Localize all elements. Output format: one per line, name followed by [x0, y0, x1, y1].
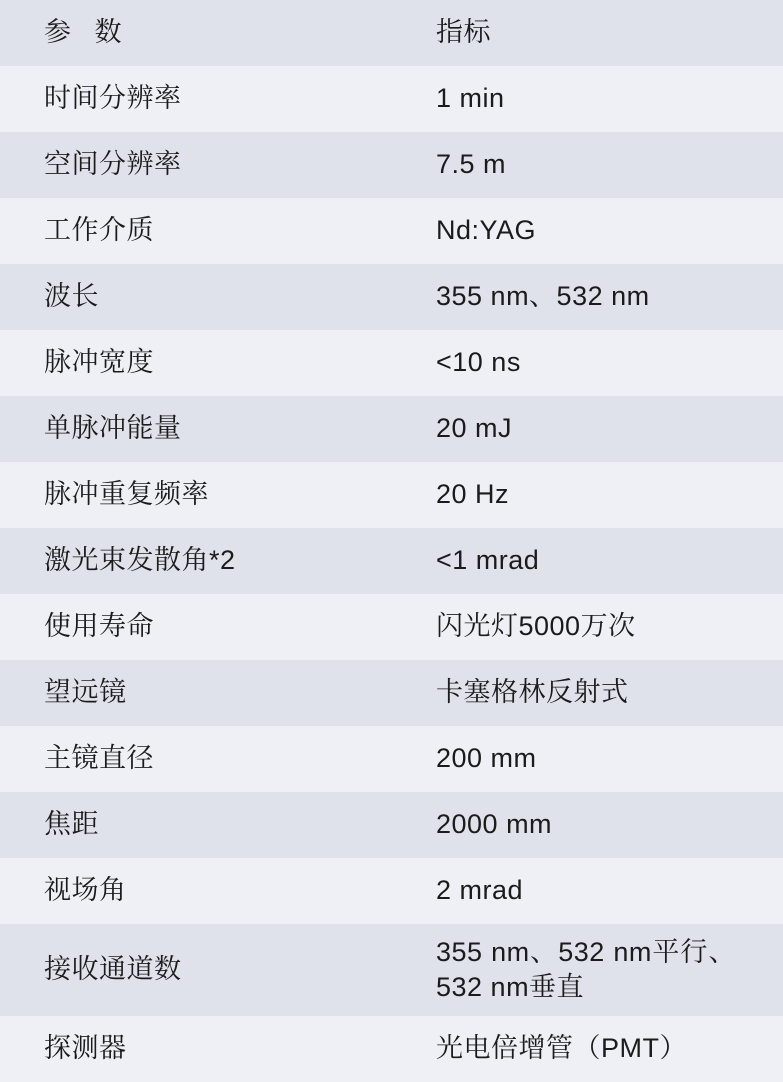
row-value-receiving-channels-line2: 532 nm垂直 — [436, 972, 585, 1002]
row-param-wavelength: 波长 — [44, 281, 99, 312]
table-row — [0, 66, 783, 132]
row-value-single-pulse-energy: 20 mJ — [436, 413, 513, 444]
row-value-receiving-channels — [390, 924, 783, 1016]
row-param-telescope: 望远镜 — [44, 677, 127, 708]
table-row — [0, 594, 783, 660]
table-row — [0, 396, 783, 462]
table-row — [0, 330, 783, 396]
row-param-pulse-width: 脉冲宽度 — [44, 347, 154, 378]
row-param-field-of-view: 视场角 — [44, 875, 127, 906]
row-value-field-of-view: 2 mrad — [436, 875, 524, 906]
row-value-focal-length: 2000 mm — [436, 809, 553, 840]
row-value-wavelength: 355 nm、532 nm — [436, 281, 650, 312]
row-param-pulse-repetition-rate: 脉冲重复频率 — [44, 479, 209, 510]
row-value-time-resolution: 1 min — [436, 83, 505, 114]
row-param-receiving-channels: 接收通道数 — [44, 954, 182, 985]
row-value-pulse-width: <10 ns — [436, 347, 521, 378]
row-param-primary-mirror-diameter: 主镜直径 — [44, 743, 154, 774]
column-header-index: 指标 — [436, 17, 491, 48]
row-param-focal-length: 焦距 — [44, 809, 99, 840]
row-value-beam-divergence: <1 mrad — [436, 545, 540, 576]
table-row — [0, 924, 783, 1016]
table-row — [0, 792, 783, 858]
row-value-primary-mirror-diameter: 200 mm — [436, 743, 537, 774]
row-value-service-life: 闪光灯5000万次 — [436, 611, 636, 642]
row-param-spatial-resolution: 空间分辨率 — [44, 149, 182, 180]
row-value-working-medium: Nd:YAG — [436, 215, 537, 246]
table-row — [0, 726, 783, 792]
row-value-detector: 光电倍增管（PMT） — [436, 1033, 687, 1064]
table-header-row — [0, 0, 783, 66]
row-param-beam-divergence: 激光束发散角*2 — [44, 545, 236, 576]
row-param-service-life: 使用寿命 — [44, 611, 154, 642]
column-header-parameter: 参 数 — [44, 17, 130, 48]
table-row — [0, 132, 783, 198]
table-row — [0, 198, 783, 264]
row-param-time-resolution: 时间分辨率 — [44, 83, 182, 114]
row-param-detector: 探测器 — [44, 1033, 127, 1064]
table-row — [0, 264, 783, 330]
table-row — [0, 660, 783, 726]
row-value-spatial-resolution: 7.5 m — [436, 149, 507, 180]
row-value-telescope: 卡塞格林反射式 — [436, 677, 629, 708]
row-value-receiving-channels-line1: 355 nm、532 nm平行、 — [436, 936, 736, 967]
table-row — [0, 462, 783, 528]
table-row — [0, 528, 783, 594]
row-value-pulse-repetition-rate: 20 Hz — [436, 479, 510, 510]
row-param-working-medium: 工作介质 — [44, 215, 154, 246]
table-row — [0, 858, 783, 924]
table-row — [0, 1016, 783, 1082]
row-param-single-pulse-energy: 单脉冲能量 — [44, 413, 182, 444]
